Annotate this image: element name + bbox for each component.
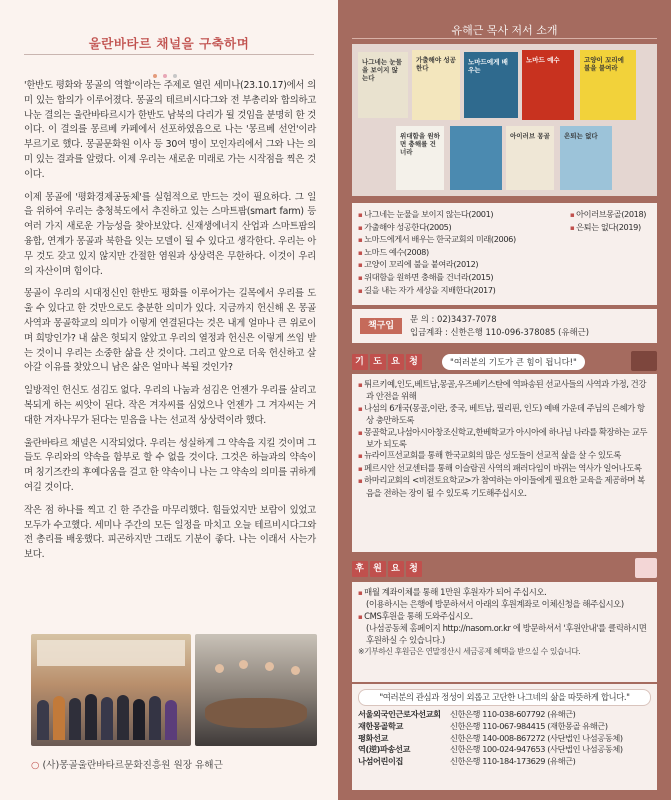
prayer-quote: "여러분의 기도가 큰 힘이 됩니다!" <box>442 354 585 370</box>
book-cover-title: 위대함을 원하면 충해를 건너라 <box>400 132 440 156</box>
photo-people <box>31 688 191 740</box>
accounts-quote: "여러분의 관심과 정성이 외롭고 고단한 나그네의 삶을 따뜻하게 합니다." <box>358 689 651 706</box>
account-name: 서울외국인근로자선교회 <box>358 709 441 719</box>
account-row <box>358 733 651 745</box>
book-list-item: ▪ 노마드에게서 배우는 한국교회의 미래(2006) <box>358 234 516 247</box>
caption-marker: ○ <box>31 760 40 771</box>
account-row <box>358 721 651 733</box>
prayer-list <box>352 374 657 552</box>
book-cover <box>506 126 554 190</box>
prayer-header <box>352 350 657 374</box>
support-line: ▪ CMS후원을 통해 도와주십시오. <box>358 611 651 623</box>
order-account: 입금계좌 : 신한은행 110-096-378085 (유해근) <box>410 327 589 337</box>
section-label-char: 기 <box>352 354 368 370</box>
support-header <box>352 557 657 581</box>
book-cover-title: 노마드 예수 <box>526 56 560 64</box>
prayer-item: ▪ 나섬의 6개국(몽골,이란, 중국, 베트남, 필리핀, 인도) 예배 가운데 주님의 은혜가 항상 충만하도록 <box>358 403 651 427</box>
book-list-item: ▪ 가출해야 성공한다(2005) <box>358 222 516 235</box>
prayer-image-icon <box>631 351 657 371</box>
account-info: 신한은행 110-067-984415 (재한몽골 유해근) <box>450 720 608 731</box>
book-list <box>352 203 657 305</box>
order-tag: 책구입 <box>360 318 402 334</box>
account-row <box>358 756 651 768</box>
support-line: ▪ 매월 계좌이체를 통해 1만원 후원자가 되어 주십시오. <box>358 587 651 599</box>
section-label-char: 원 <box>370 561 386 577</box>
support-note: ※기부하신 후원금은 연말정산시 세금공제 혜택을 받으실 수 있습니다. <box>358 647 581 657</box>
prayer-item: ▪ 뉴라이프선교회를 통해 한국교회의 많은 성도들이 선교적 삶을 살 수 있도록 <box>358 450 651 462</box>
title-dots <box>150 63 190 71</box>
support-line: (이용하시는 은행에 방문하셔서 아래의 후원계좌로 이체신청을 해주십시오) <box>366 599 624 610</box>
heart-icon <box>635 558 657 578</box>
photo-strip <box>31 634 317 746</box>
photo-banner <box>37 640 185 666</box>
order-info <box>410 313 589 339</box>
support-label <box>352 561 424 577</box>
book-cover-title: 은퇴는 없다 <box>564 132 598 140</box>
book-cover <box>522 50 574 120</box>
book-list-item: ▪ 은퇴는 없다(2019) <box>570 222 646 235</box>
book-cover <box>450 126 502 190</box>
section-label-char: 도 <box>370 354 386 370</box>
account-info: 신한은행 110-038-607792 (유해근) <box>450 709 576 719</box>
account-info: 신한은행 140-008-867272 (사단법인 나섬공동체) <box>450 732 623 743</box>
prayer-item: ▪ 페르시안 선교센터를 통해 이슬람권 사역의 패러다임이 바뀌는 역사가 일어나도록 <box>358 463 651 475</box>
article-paragraph: 이제 몽골에 '평화경제공동체'를 실험적으로 만드는 것이 필요하다. 그 일을 위하여 우리는 충청북도에서 추진하고 있는 스마트팜(smart farm) 등 여러 가지 새로운 가능성을 찾아보았다. 신재생에너지 산업과 스마트팜의 융합, 연계가 몽골과 북한을 잇는 모델이 될 수 있다고 생각한다. 우리는 아무 것도 갖고 있지 않지만 간절한 염원과 상상력은 무한하다. 이것이 우리의 자산이며 힘이다. <box>24 191 316 277</box>
section-label-char: 요 <box>388 561 404 577</box>
support-line: (나섬공동체 홈페이지 http://nasom.or.kr 에 방문하셔서 '후원안내'를 클릭하시면 후원하실 수 있습니다.) <box>366 623 647 645</box>
meeting-photo <box>195 634 317 746</box>
section-label-char: 청 <box>406 354 422 370</box>
account-info: 신한은행 100-024-947653 (사단법인 나섬공동체) <box>450 744 623 755</box>
book-cover-title: 아이러브 몽골 <box>510 132 550 140</box>
support-info <box>352 582 657 682</box>
book-order-box <box>352 309 657 343</box>
article-paragraph: 울란바타르 채널은 시작되었다. 우리는 성실하게 그 약속을 지킬 것이며 그들도 우리와의 약속을 함부로 할 수 없을 것이다. 그것은 하늘과의 약속이며 칭기즈칸의 후예다움을 걸고 한 약속이니 나는 그 약속의 의미를 귀하게 여길 것이다. <box>24 437 316 493</box>
account-name: 나섬어린이집 <box>358 756 404 767</box>
article-paragraph: 작은 점 하나를 찍고 긴 한 주간을 마무리했다. 힘들었지만 보람이 있었고 모두가 수고했다. 세미나 주간의 모든 일정을 마치고 오늘 테르비시다그와 전 총리를 배웅했다. 피곤하지만 그래도 기분이 좋다. 나는 이래서 사는가보다. <box>24 504 316 561</box>
prayer-item: ▪ 튀르키예,인도,베트남,몽골,우즈베키스탄에 역파송된 선교사들의 사역과 가정, 건강과 안전을 위해 <box>358 379 651 403</box>
book-list-item: ▪ 아이러브몽골(2018) <box>570 209 646 222</box>
article-paragraph: '한반도 평화와 몽골의 역할'이라는 주제로 열린 세미나(23.10.17)에서 의미 있는 합의가 이루어졌다. 몽골의 테르비시다그와 전 부총리와 합의하고 나눈 결의는 울란바타르시가 한반도 남북의 다리가 될 것임을 분명히 한 것이다. 이 결의를 몽르베 카페에서 선포하였음으로 나는 '몽르베 선언'이라 부르기로 했다. 몽골문화원 이사 등 30여 명이 모인자리에서 그와 나는 의미 있는 결과를 알렸다. 이제 우리는 새로운 미래로 가는 시작점을 찍은 것이다. <box>24 80 316 180</box>
title-divider <box>24 54 314 55</box>
photo-caption <box>31 757 223 771</box>
book-list-right <box>570 209 646 234</box>
caption-text: (사)몽골울란바타르문화진흥원 원장 유해근 <box>42 760 223 771</box>
book-list-left <box>358 209 516 297</box>
section-label-char: 요 <box>388 354 404 370</box>
books-section-title: 유해근 목사 저서 소개 <box>451 24 558 37</box>
prayer-item: ▪ 몽골학교,나섬아시아창조신학교,한베학교가 아시아에 하나님 나라를 확장하는 교두보가 되도록 <box>358 427 651 451</box>
book-cover-title: 고양이 꼬리에 불을 붙여라 <box>584 56 624 72</box>
account-name: 역(逆)파송선교 <box>358 744 411 755</box>
article-paragraph: 일방적인 헌신도 섬김도 없다. 우리의 나눔과 섬김은 언젠가 우리를 살리고 복되게 하는 씨앗이 된다. 작은 겨자씨를 심었으나 언젠가 그 겨자씨는 거대한 겨자나무가 된다는 믿음을 나는 선교적 상상력이라 했다. <box>24 385 316 426</box>
donation-accounts <box>352 684 657 790</box>
book-list-item: ▪ 고양이 꼬리에 불을 붙여라(2012) <box>358 259 516 272</box>
book-cover <box>464 52 518 118</box>
account-rows <box>358 709 651 768</box>
prayer-item: ▪ 하마리교회의 <비전토요학교>가 참여하는 아이들에게 필요한 교육을 제공하며 복음을 전하는 장이 될 수 있도록 기도해주십시오. <box>358 475 651 499</box>
book-cover <box>396 126 444 190</box>
book-list-item: ▪ 길을 내는 자가 세상을 지배한다(2017) <box>358 285 516 298</box>
book-list-item: ▪ 위대함을 원하면 충해를 건너라(2015) <box>358 272 516 285</box>
article-body <box>24 79 316 571</box>
order-phone: 문 의 : 02)3437-7078 <box>410 314 497 324</box>
book-cover <box>412 50 460 120</box>
account-name: 평화선교 <box>358 732 389 743</box>
account-row <box>358 709 651 721</box>
section-label-char: 후 <box>352 561 368 577</box>
account-name: 재한몽골학교 <box>358 720 404 731</box>
seminar-group-photo <box>31 634 191 746</box>
article-title: 울란바타르 채널을 구축하며 <box>88 36 250 51</box>
section-label-char: 청 <box>406 561 422 577</box>
book-cover <box>580 50 636 120</box>
book-cover-title: 가출해야 성공한다 <box>416 56 456 72</box>
prayer-label <box>352 354 424 370</box>
article-paragraph: 몽골이 우리의 시대정신인 한반도 평화를 이루어가는 길목에서 우리를 도울 수 있다고 한 것만으로도 충분한 의미가 있다. 지금까지 헌신해 온 몽골사역과 몽골학교의 의미가 이렇게 연결된다는 것은 내게 얼마나 큰 위로이며 희망인가? 내 삶은 헛되지 않았고 우리의 열정과 헌신은 이렇게 쓰임 받는 것이니 우리는 소중한 삶을 산 것이다. 그리고 앞으로 더욱 헌신하고 살아갈 이유를 찾았으니 남은 삶은 얼마나 복될 것인가? <box>24 288 316 374</box>
sidebar-column <box>338 0 671 800</box>
book-cover-title: 노마드에게 배우는 <box>468 58 508 74</box>
books-title-divider <box>352 38 657 39</box>
account-row <box>358 744 651 756</box>
book-list-item: ▪ 노마드 예수(2008) <box>358 247 516 260</box>
meeting-table <box>205 698 307 728</box>
account-info: 신한은행 110-184-173629 (유해근) <box>450 756 576 767</box>
book-cover-title: 나그네는 눈물을 보이지 않는다 <box>362 58 402 82</box>
book-cover <box>560 126 612 190</box>
book-covers-panel <box>352 44 657 196</box>
book-cover <box>358 52 408 118</box>
book-list-item: ▪ 나그네는 눈물을 보이지 않는다(2001) <box>358 209 516 222</box>
